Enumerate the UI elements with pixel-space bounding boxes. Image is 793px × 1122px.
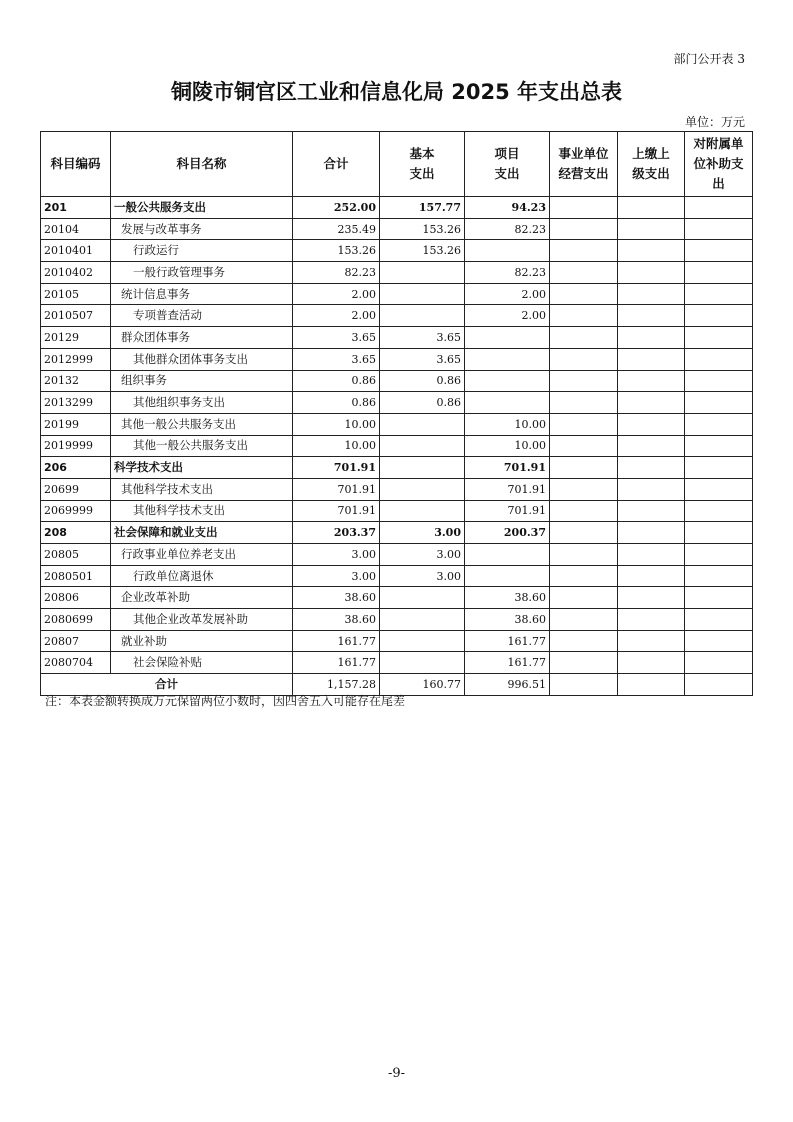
cell-business xyxy=(550,262,618,284)
cell-project: 10.00 xyxy=(465,413,550,435)
cell-business xyxy=(550,478,618,500)
cell-business xyxy=(550,240,618,262)
cell-code: 2010401 xyxy=(41,240,111,262)
table-row xyxy=(41,609,753,631)
table-row xyxy=(41,565,753,587)
cell-code: 208 xyxy=(41,522,111,544)
table-row xyxy=(41,218,753,240)
cell-total: 203.37 xyxy=(293,522,380,544)
cell-project xyxy=(465,240,550,262)
table-row xyxy=(41,370,753,392)
footnote: 注：本表金额转换成万元保留两位小数时，因四舍五入可能存在尾差 xyxy=(45,694,406,708)
cell-upper xyxy=(618,435,685,457)
cell-name: 就业补助 xyxy=(111,630,293,652)
table-row xyxy=(41,544,753,566)
cell-business xyxy=(550,565,618,587)
cell-name: 其他组织事务支出 xyxy=(111,392,293,414)
cell-upper xyxy=(618,197,685,219)
table-row xyxy=(41,478,753,500)
cell-subsidiary xyxy=(685,522,753,544)
cell-subsidiary xyxy=(685,587,753,609)
cell-name: 发展与改革事务 xyxy=(111,218,293,240)
cell-total: 161.77 xyxy=(293,630,380,652)
cell-total: 701.91 xyxy=(293,500,380,522)
col-header-name: 科目名称 xyxy=(111,132,293,197)
col-header-project: 项目 支出 xyxy=(465,132,550,197)
cell-total: 2.00 xyxy=(293,305,380,327)
expenditure-table xyxy=(40,131,753,696)
cell-upper xyxy=(618,478,685,500)
cell-upper xyxy=(618,305,685,327)
cell-upper xyxy=(618,218,685,240)
cell-code: 20807 xyxy=(41,630,111,652)
table-row xyxy=(41,457,753,479)
cell-name: 一般公共服务支出 xyxy=(111,197,293,219)
total-cell-business xyxy=(550,674,618,696)
cell-project xyxy=(465,392,550,414)
col-header-code: 科目编码 xyxy=(41,132,111,197)
cell-name: 社会保险补贴 xyxy=(111,652,293,674)
cell-business xyxy=(550,544,618,566)
cell-name: 其他一般公共服务支出 xyxy=(111,413,293,435)
table-row xyxy=(41,522,753,544)
cell-subsidiary xyxy=(685,478,753,500)
cell-code: 20105 xyxy=(41,283,111,305)
cell-code: 2013299 xyxy=(41,392,111,414)
cell-code: 206 xyxy=(41,457,111,479)
cell-subsidiary xyxy=(685,544,753,566)
cell-business xyxy=(550,609,618,631)
cell-total: 38.60 xyxy=(293,587,380,609)
cell-subsidiary xyxy=(685,630,753,652)
cell-upper xyxy=(618,240,685,262)
cell-total: 153.26 xyxy=(293,240,380,262)
cell-upper xyxy=(618,544,685,566)
cell-code: 20199 xyxy=(41,413,111,435)
cell-business xyxy=(550,522,618,544)
cell-code: 2012999 xyxy=(41,348,111,370)
cell-name: 其他一般公共服务支出 xyxy=(111,435,293,457)
cell-business xyxy=(550,652,618,674)
header-row xyxy=(41,132,753,197)
cell-subsidiary xyxy=(685,240,753,262)
cell-basic xyxy=(380,609,465,631)
cell-upper xyxy=(618,609,685,631)
cell-project: 701.91 xyxy=(465,457,550,479)
cell-name: 行政单位离退休 xyxy=(111,565,293,587)
cell-total: 252.00 xyxy=(293,197,380,219)
cell-upper xyxy=(618,630,685,652)
cell-basic xyxy=(380,478,465,500)
cell-total: 3.00 xyxy=(293,565,380,587)
cell-project: 38.60 xyxy=(465,587,550,609)
page-label: 部门公开表 3 xyxy=(673,52,745,66)
table-row xyxy=(41,240,753,262)
cell-total: 82.23 xyxy=(293,262,380,284)
cell-upper xyxy=(618,587,685,609)
cell-code: 2080699 xyxy=(41,609,111,631)
table-row xyxy=(41,500,753,522)
cell-project: 82.23 xyxy=(465,218,550,240)
cell-total: 0.86 xyxy=(293,370,380,392)
cell-upper xyxy=(618,500,685,522)
cell-basic xyxy=(380,283,465,305)
cell-total: 161.77 xyxy=(293,652,380,674)
cell-project xyxy=(465,565,550,587)
cell-total: 10.00 xyxy=(293,413,380,435)
page-number: -9- xyxy=(387,1066,406,1081)
cell-basic xyxy=(380,457,465,479)
cell-subsidiary xyxy=(685,652,753,674)
cell-name: 其他科学技术支出 xyxy=(111,478,293,500)
cell-basic: 3.65 xyxy=(380,348,465,370)
cell-business xyxy=(550,305,618,327)
cell-name: 其他群众团体事务支出 xyxy=(111,348,293,370)
cell-business xyxy=(550,327,618,349)
table-row xyxy=(41,197,753,219)
cell-name: 行政运行 xyxy=(111,240,293,262)
cell-code: 20132 xyxy=(41,370,111,392)
cell-basic: 0.86 xyxy=(380,392,465,414)
cell-basic xyxy=(380,587,465,609)
cell-subsidiary xyxy=(685,370,753,392)
cell-basic: 3.00 xyxy=(380,544,465,566)
cell-code: 2010402 xyxy=(41,262,111,284)
cell-subsidiary xyxy=(685,197,753,219)
col-header-upper: 上缴上 级支出 xyxy=(618,132,685,197)
cell-project xyxy=(465,348,550,370)
cell-upper xyxy=(618,522,685,544)
table-body xyxy=(41,197,753,696)
cell-subsidiary xyxy=(685,327,753,349)
cell-subsidiary xyxy=(685,500,753,522)
cell-basic: 3.65 xyxy=(380,327,465,349)
cell-subsidiary xyxy=(685,457,753,479)
col-header-basic: 基本 支出 xyxy=(380,132,465,197)
cell-basic xyxy=(380,435,465,457)
cell-code: 20806 xyxy=(41,587,111,609)
cell-name: 一般行政管理事务 xyxy=(111,262,293,284)
cell-basic xyxy=(380,305,465,327)
table-row xyxy=(41,652,753,674)
table-row xyxy=(41,413,753,435)
table-row xyxy=(41,630,753,652)
cell-subsidiary xyxy=(685,392,753,414)
cell-basic xyxy=(380,413,465,435)
cell-upper xyxy=(618,370,685,392)
cell-business xyxy=(550,348,618,370)
cell-total: 38.60 xyxy=(293,609,380,631)
cell-business xyxy=(550,457,618,479)
cell-code: 20129 xyxy=(41,327,111,349)
total-cell-subsidiary xyxy=(685,674,753,696)
cell-name: 组织事务 xyxy=(111,370,293,392)
cell-name: 统计信息事务 xyxy=(111,283,293,305)
cell-subsidiary xyxy=(685,283,753,305)
col-header-subsidiary: 对附属单 位补助支 出 xyxy=(685,132,753,197)
cell-total: 0.86 xyxy=(293,392,380,414)
cell-subsidiary xyxy=(685,413,753,435)
cell-business xyxy=(550,413,618,435)
total-cell-upper xyxy=(618,674,685,696)
cell-basic: 157.77 xyxy=(380,197,465,219)
cell-business xyxy=(550,587,618,609)
cell-code: 20104 xyxy=(41,218,111,240)
cell-name: 企业改革补助 xyxy=(111,587,293,609)
total-cell-basic: 160.77 xyxy=(380,674,465,696)
cell-basic: 153.26 xyxy=(380,218,465,240)
cell-project xyxy=(465,370,550,392)
cell-project: 161.77 xyxy=(465,630,550,652)
cell-project: 82.23 xyxy=(465,262,550,284)
unit-label: 单位：万元 xyxy=(684,115,745,129)
total-cell-total: 1,157.28 xyxy=(293,674,380,696)
cell-total: 10.00 xyxy=(293,435,380,457)
cell-business xyxy=(550,500,618,522)
cell-project: 94.23 xyxy=(465,197,550,219)
cell-total: 2.00 xyxy=(293,283,380,305)
cell-project: 701.91 xyxy=(465,478,550,500)
cell-name: 专项普查活动 xyxy=(111,305,293,327)
table-row xyxy=(41,392,753,414)
table-row xyxy=(41,327,753,349)
cell-project xyxy=(465,544,550,566)
cell-code: 20805 xyxy=(41,544,111,566)
cell-code: 2010507 xyxy=(41,305,111,327)
cell-project: 2.00 xyxy=(465,283,550,305)
table-row xyxy=(41,305,753,327)
cell-project: 701.91 xyxy=(465,500,550,522)
table-row xyxy=(41,262,753,284)
cell-upper xyxy=(618,392,685,414)
cell-business xyxy=(550,218,618,240)
cell-subsidiary xyxy=(685,565,753,587)
cell-business xyxy=(550,392,618,414)
cell-upper xyxy=(618,652,685,674)
col-header-total: 合计 xyxy=(293,132,380,197)
cell-business xyxy=(550,370,618,392)
cell-basic xyxy=(380,630,465,652)
cell-basic: 0.86 xyxy=(380,370,465,392)
cell-upper xyxy=(618,413,685,435)
table-row xyxy=(41,283,753,305)
cell-subsidiary xyxy=(685,435,753,457)
cell-code: 2080501 xyxy=(41,565,111,587)
cell-code: 2069999 xyxy=(41,500,111,522)
table-row xyxy=(41,435,753,457)
cell-upper xyxy=(618,457,685,479)
cell-business xyxy=(550,197,618,219)
cell-upper xyxy=(618,262,685,284)
cell-basic: 3.00 xyxy=(380,522,465,544)
cell-code: 201 xyxy=(41,197,111,219)
cell-subsidiary xyxy=(685,609,753,631)
cell-project: 161.77 xyxy=(465,652,550,674)
cell-name: 科学技术支出 xyxy=(111,457,293,479)
table-row xyxy=(41,587,753,609)
cell-name: 社会保障和就业支出 xyxy=(111,522,293,544)
cell-subsidiary xyxy=(685,305,753,327)
cell-total: 3.00 xyxy=(293,544,380,566)
cell-code: 2019999 xyxy=(41,435,111,457)
cell-basic xyxy=(380,262,465,284)
cell-total: 701.91 xyxy=(293,457,380,479)
cell-basic xyxy=(380,652,465,674)
cell-basic xyxy=(380,500,465,522)
cell-total: 3.65 xyxy=(293,327,380,349)
col-header-business: 事业单位 经营支出 xyxy=(550,132,618,197)
cell-upper xyxy=(618,283,685,305)
cell-business xyxy=(550,283,618,305)
cell-subsidiary xyxy=(685,218,753,240)
cell-project: 38.60 xyxy=(465,609,550,631)
table-row xyxy=(41,348,753,370)
cell-name: 行政事业单位养老支出 xyxy=(111,544,293,566)
cell-project xyxy=(465,327,550,349)
cell-basic: 3.00 xyxy=(380,565,465,587)
cell-code: 2080704 xyxy=(41,652,111,674)
cell-name: 其他科学技术支出 xyxy=(111,500,293,522)
cell-upper xyxy=(618,348,685,370)
total-cell-project: 996.51 xyxy=(465,674,550,696)
cell-project: 200.37 xyxy=(465,522,550,544)
cell-subsidiary xyxy=(685,348,753,370)
total-label: 合计 xyxy=(41,674,293,696)
cell-total: 3.65 xyxy=(293,348,380,370)
cell-business xyxy=(550,630,618,652)
cell-total: 701.91 xyxy=(293,478,380,500)
cell-subsidiary xyxy=(685,262,753,284)
cell-name: 其他企业改革发展补助 xyxy=(111,609,293,631)
cell-project: 2.00 xyxy=(465,305,550,327)
cell-business xyxy=(550,435,618,457)
cell-project: 10.00 xyxy=(465,435,550,457)
cell-basic: 153.26 xyxy=(380,240,465,262)
cell-upper xyxy=(618,327,685,349)
page-title: 铜陵市铜官区工业和信息化局 2025 年支出总表 xyxy=(170,80,623,104)
cell-code: 20699 xyxy=(41,478,111,500)
cell-name: 群众团体事务 xyxy=(111,327,293,349)
cell-upper xyxy=(618,565,685,587)
cell-total: 235.49 xyxy=(293,218,380,240)
